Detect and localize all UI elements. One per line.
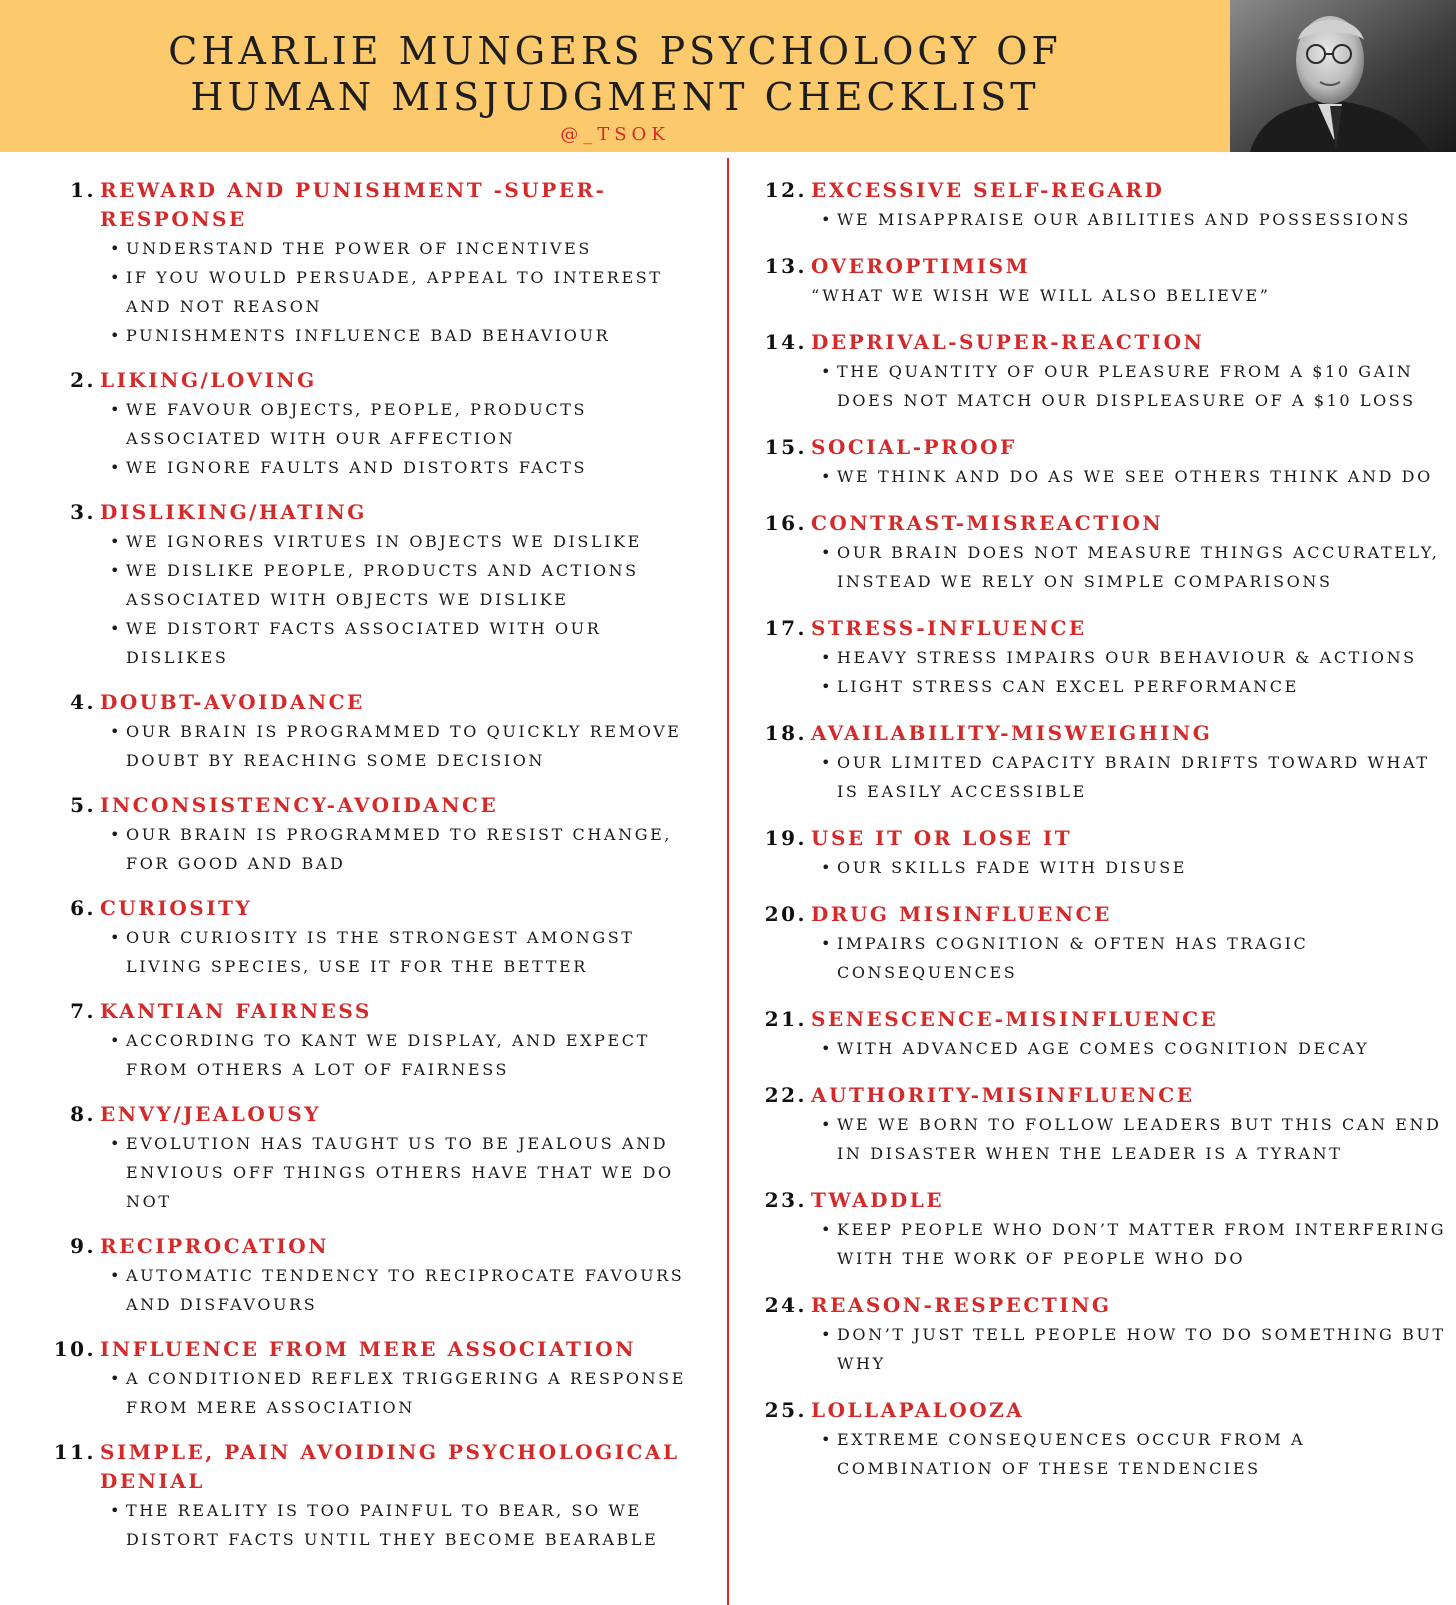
item-heading xyxy=(757,824,1447,853)
item-number: 12. xyxy=(764,178,807,202)
bullet-point: • KEEP PEOPLE WHO DON’T MATTER FROM INTERFERING WITH THE WORK OF PEOPLE WHO DO xyxy=(837,1215,1447,1273)
checklist-item xyxy=(757,328,1447,415)
bullet-list xyxy=(757,205,1447,234)
item-heading xyxy=(46,688,706,717)
column-divider xyxy=(727,158,729,1605)
item-title: AVAILABILITY-MISWEIGHING xyxy=(811,721,1213,745)
item-number: 22. xyxy=(764,1083,807,1107)
item-title: REASON-RESPECTING xyxy=(811,1293,1112,1317)
item-number: 1. xyxy=(70,178,96,202)
item-title: DISLIKING/HATING xyxy=(100,500,367,524)
item-heading xyxy=(46,1438,706,1496)
checklist-item xyxy=(46,1100,706,1216)
item-number: 21. xyxy=(764,1007,807,1031)
checklist-item xyxy=(46,791,706,878)
bullet-list xyxy=(757,538,1447,596)
item-title: RECIPROCATION xyxy=(100,1234,330,1258)
checklist-item xyxy=(757,433,1447,491)
item-number: 24. xyxy=(764,1293,807,1317)
item-heading xyxy=(46,1232,706,1261)
item-number: 14. xyxy=(764,330,807,354)
checklist-item xyxy=(46,894,706,981)
bullet-point: • WE FAVOUR OBJECTS, PEOPLE, PRODUCTS ASSOCIATED WITH OUR AFFECTION xyxy=(126,395,706,453)
portrait-photo xyxy=(1230,0,1456,152)
item-heading xyxy=(46,176,706,234)
author-handle: @_TSOK xyxy=(560,124,670,145)
item-heading xyxy=(46,498,706,527)
page-title xyxy=(0,28,1230,120)
bullet-point: • HEAVY STRESS IMPAIRS OUR BEHAVIOUR & ACTIONS xyxy=(837,643,1447,672)
item-title: SOCIAL-PROOF xyxy=(811,435,1017,459)
item-title: CURIOSITY xyxy=(100,896,253,920)
item-heading xyxy=(757,1081,1447,1110)
item-heading xyxy=(757,328,1447,357)
bullet-point: • WE IGNORE FAULTS AND DISTORTS FACTS xyxy=(126,453,706,482)
item-title: REWARD AND PUNISHMENT -SUPER-RESPONSE xyxy=(100,178,607,231)
item-number: 13. xyxy=(764,254,807,278)
checklist-item xyxy=(757,509,1447,596)
right-column xyxy=(757,176,1447,1501)
checklist-item xyxy=(46,498,706,672)
bullet-point: • LIGHT STRESS CAN EXCEL PERFORMANCE xyxy=(837,672,1447,701)
bullet-list xyxy=(46,717,706,775)
item-heading xyxy=(757,176,1447,205)
bullet-point: • WE THINK AND DO AS WE SEE OTHERS THINK AND DO xyxy=(837,462,1447,491)
item-title: KANTIAN FAIRNESS xyxy=(100,999,372,1023)
item-number: 18. xyxy=(764,721,807,745)
item-number: 11. xyxy=(53,1440,96,1464)
bullet-list xyxy=(757,748,1447,806)
item-title: TWADDLE xyxy=(811,1188,945,1212)
item-title: CONTRAST-MISREACTION xyxy=(811,511,1164,535)
bullet-point: • EXTREME CONSEQUENCES OCCUR FROM A COMBINATION OF THESE TENDENCIES xyxy=(837,1425,1447,1483)
checklist-item xyxy=(46,997,706,1084)
item-number: 6. xyxy=(70,896,96,920)
bullet-list xyxy=(46,234,706,350)
bullet-list xyxy=(46,1364,706,1422)
item-number: 20. xyxy=(764,902,807,926)
item-heading xyxy=(46,997,706,1026)
item-number: 3. xyxy=(70,500,96,524)
bullet-point: • IF YOU WOULD PERSUADE, APPEAL TO INTEREST AND NOT REASON xyxy=(126,263,706,321)
item-heading xyxy=(757,1396,1447,1425)
item-number: 7. xyxy=(70,999,96,1023)
bullet-point: • OUR CURIOSITY IS THE STRONGEST AMONGST LIVING SPECIES, USE IT FOR THE BETTER xyxy=(126,923,706,981)
checklist-item xyxy=(757,1396,1447,1483)
checklist-item xyxy=(757,824,1447,882)
bullet-point: • WE DISLIKE PEOPLE, PRODUCTS AND ACTIONS ASSOCIATED WITH OBJECTS WE DISLIKE xyxy=(126,556,706,614)
bullet-point: • WE MISAPPRAISE OUR ABILITIES AND POSSESSIONS xyxy=(837,205,1447,234)
item-number: 17. xyxy=(764,616,807,640)
bullet-list xyxy=(46,1496,706,1554)
item-number: 8. xyxy=(70,1102,96,1126)
item-heading xyxy=(757,433,1447,462)
bullet-point: • DON’T JUST TELL PEOPLE HOW TO DO SOMETHING BUT WHY xyxy=(837,1320,1447,1378)
item-title: DOUBT-AVOIDANCE xyxy=(100,690,365,714)
item-title: INFLUENCE FROM MERE ASSOCIATION xyxy=(100,1337,636,1361)
bullet-list xyxy=(757,1215,1447,1273)
item-title: SIMPLE, PAIN AVOIDING PSYCHOLOGICAL DENIAL xyxy=(100,1440,680,1493)
item-title: LIKING/LOVING xyxy=(100,368,317,392)
item-heading xyxy=(46,1335,706,1364)
item-title: LOLLAPALOOZA xyxy=(811,1398,1025,1422)
item-number: 19. xyxy=(764,826,807,850)
bullet-list xyxy=(757,643,1447,701)
checklist-item xyxy=(46,1335,706,1422)
item-title: STRESS-INFLUENCE xyxy=(811,616,1087,640)
item-heading xyxy=(757,1005,1447,1034)
item-title: INCONSISTENCY-AVOIDANCE xyxy=(100,793,499,817)
item-title: USE IT OR LOSE IT xyxy=(811,826,1073,850)
bullet-list xyxy=(757,357,1447,415)
item-number: 4. xyxy=(70,690,96,714)
bullet-list xyxy=(757,462,1447,491)
item-heading xyxy=(757,719,1447,748)
bullet-list xyxy=(757,1034,1447,1063)
item-title: OVEROPTIMISM xyxy=(811,254,1031,278)
bullet-list xyxy=(46,1129,706,1216)
item-number: 15. xyxy=(764,435,807,459)
item-title: SENESCENCE-MISINFLUENCE xyxy=(811,1007,1219,1031)
bullet-point: • ACCORDING TO KANT WE DISPLAY, AND EXPECT FROM OTHERS A LOT OF FAIRNESS xyxy=(126,1026,706,1084)
checklist-item xyxy=(757,614,1447,701)
bullet-point: • OUR BRAIN IS PROGRAMMED TO QUICKLY REMOVE DOUBT BY REACHING SOME DECISION xyxy=(126,717,706,775)
checklist-item xyxy=(757,900,1447,987)
bullet-point: • A CONDITIONED REFLEX TRIGGERING A RESPONSE FROM MERE ASSOCIATION xyxy=(126,1364,706,1422)
checklist-item xyxy=(46,1232,706,1319)
checklist-item xyxy=(757,176,1447,234)
checklist-item xyxy=(757,1081,1447,1168)
item-heading xyxy=(757,509,1447,538)
bullet-point: • OUR BRAIN IS PROGRAMMED TO RESIST CHANGE, FOR GOOD AND BAD xyxy=(126,820,706,878)
bullet-list xyxy=(46,820,706,878)
item-title: AUTHORITY-MISINFLUENCE xyxy=(811,1083,1195,1107)
bullet-point: • EVOLUTION HAS TAUGHT US TO BE JEALOUS AND ENVIOUS OFF THINGS OTHERS HAVE THAT WE DO NOT xyxy=(126,1129,706,1216)
bullet-list xyxy=(757,1110,1447,1168)
bullet-point: • AUTOMATIC TENDENCY TO RECIPROCATE FAVOURS AND DISFAVOURS xyxy=(126,1261,706,1319)
checklist-item xyxy=(46,688,706,775)
item-number: 5. xyxy=(70,793,96,817)
item-number: 2. xyxy=(70,368,96,392)
bullet-point: • WE WE BORN TO FOLLOW LEADERS BUT THIS CAN END IN DISASTER WHEN THE LEADER IS A TYRANT xyxy=(837,1110,1447,1168)
bullet-point: • PUNISHMENTS INFLUENCE BAD BEHAVIOUR xyxy=(126,321,706,350)
item-title: EXCESSIVE SELF-REGARD xyxy=(811,178,1165,202)
checklist-item xyxy=(757,1186,1447,1273)
bullet-point: • WE DISTORT FACTS ASSOCIATED WITH OUR DISLIKES xyxy=(126,614,706,672)
bullet-list xyxy=(46,395,706,482)
checklist-item xyxy=(757,1291,1447,1378)
bullet-list xyxy=(46,1026,706,1084)
item-quote: “WHAT WE WISH WE WILL ALSO BELIEVE” xyxy=(811,286,1271,305)
bullet-point: • OUR LIMITED CAPACITY BRAIN DRIFTS TOWARD WHAT IS EASILY ACCESSIBLE xyxy=(837,748,1447,806)
bullet-point: • IMPAIRS COGNITION & OFTEN HAS TRAGIC CONSEQUENCES xyxy=(837,929,1447,987)
item-number: 23. xyxy=(764,1188,807,1212)
checklist-item xyxy=(757,1005,1447,1063)
bullet-list xyxy=(757,1425,1447,1483)
item-heading xyxy=(757,900,1447,929)
bullet-point: • WE IGNORES VIRTUES IN OBJECTS WE DISLIKE xyxy=(126,527,706,556)
portrait-illustration xyxy=(1230,0,1456,152)
bullet-point: • OUR BRAIN DOES NOT MEASURE THINGS ACCURATELY, INSTEAD WE RELY ON SIMPLE COMPARISONS xyxy=(837,538,1447,596)
bullet-point: • OUR SKILLS FADE WITH DISUSE xyxy=(837,853,1447,882)
item-heading xyxy=(46,791,706,820)
bullet-list xyxy=(46,923,706,981)
item-number: 9. xyxy=(70,1234,96,1258)
bullet-list xyxy=(757,929,1447,987)
bullet-point: • THE QUANTITY OF OUR PLEASURE FROM A $10 GAIN DOES NOT MATCH OUR DISPLEASURE OF A $10 LOSS xyxy=(837,357,1447,415)
item-number: 10. xyxy=(53,1337,96,1361)
item-heading xyxy=(46,366,706,395)
bullet-list xyxy=(757,1320,1447,1378)
checklist-item xyxy=(757,719,1447,806)
header-banner xyxy=(0,0,1456,152)
checklist-item xyxy=(757,252,1447,310)
item-number: 25. xyxy=(764,1398,807,1422)
bullet-point: • WITH ADVANCED AGE COMES COGNITION DECAY xyxy=(837,1034,1447,1063)
bullet-list xyxy=(46,527,706,672)
checklist-item xyxy=(46,1438,706,1554)
item-title: DEPRIVAL-SUPER-REACTION xyxy=(811,330,1205,354)
title-line-2: HUMAN MISJUDGMENT CHECKLIST xyxy=(190,75,1040,119)
item-title: ENVY/JEALOUSY xyxy=(100,1102,321,1126)
item-heading xyxy=(757,1186,1447,1215)
bullet-list xyxy=(46,1261,706,1319)
left-column xyxy=(46,176,706,1570)
item-heading xyxy=(757,252,1447,281)
item-heading xyxy=(757,614,1447,643)
bullet-list xyxy=(757,853,1447,882)
item-heading xyxy=(46,894,706,923)
item-heading xyxy=(757,1291,1447,1320)
checklist-item xyxy=(46,176,706,350)
item-heading xyxy=(46,1100,706,1129)
item-number: 16. xyxy=(764,511,807,535)
item-title: DRUG MISINFLUENCE xyxy=(811,902,1112,926)
checklist-item xyxy=(46,366,706,482)
bullet-point: • UNDERSTAND THE POWER OF INCENTIVES xyxy=(126,234,706,263)
bullet-point: • THE REALITY IS TOO PAINFUL TO BEAR, SO WE DISTORT FACTS UNTIL THEY BECOME BEARABLE xyxy=(126,1496,706,1554)
title-line-1: CHARLIE MUNGERS PSYCHOLOGY OF xyxy=(168,29,1062,73)
